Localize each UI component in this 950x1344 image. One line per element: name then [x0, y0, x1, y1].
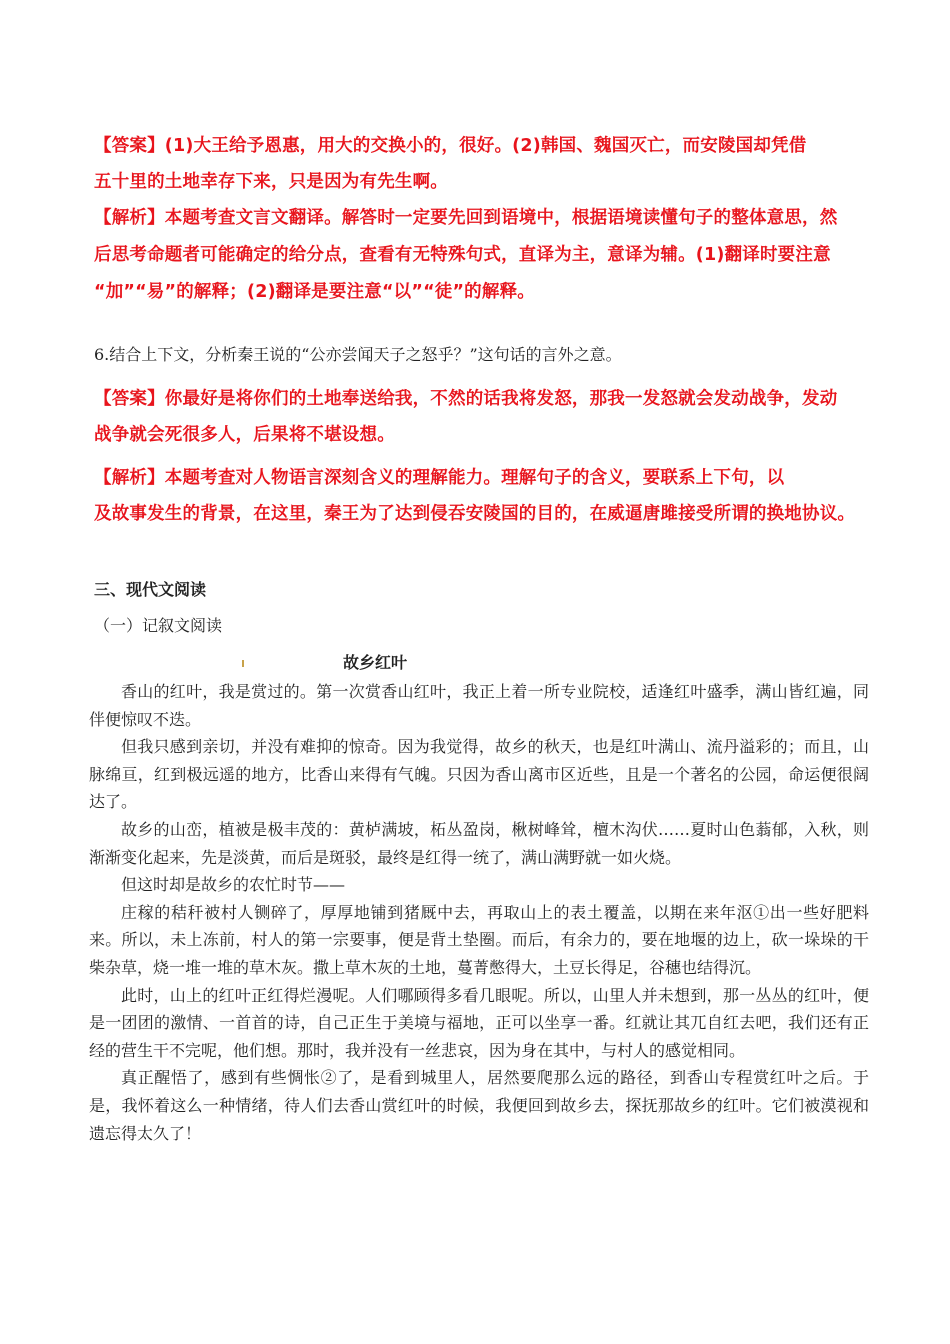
- essay-paragraph: 香山的红叶，我是赏过的。第一次赏香山红叶，我正上着一所专业院校，适逢红叶盛季，满山皆红遍，同伴便惊叹不迭。: [89, 682, 869, 729]
- essay-paragraph: 但我只感到亲切，并没有难抑的惊奇。因为我觉得，故乡的秋天，也是红叶满山、流丹溢彩的；而且，山脉绵亘，红到极远遥的地方，比香山来得有气魄。只因为香山离市区近些，且是一个著名的公园，命运便很阔达了。: [89, 737, 869, 812]
- essay-body: [89, 678, 869, 1147]
- answer-6: [94, 381, 884, 453]
- analysis-6: [94, 460, 884, 532]
- analysis-5-line: 【解析】本题考查文言文翻译。解答时一定要先回到语境中，根据语境读懂句子的整体意思，然: [94, 208, 838, 228]
- analysis-6-line: 及故事发生的背景，在这里，秦王为了达到侵吞安陵国的目的，在威逼唐雎接受所谓的换地协议。: [94, 504, 856, 524]
- essay-paragraph: 真正醒悟了，感到有些惆怅②了，是看到城里人，居然要爬那么远的路径，到香山专程赏红叶之后。于是，我怀着这么一种情绪，待人们去香山赏红叶的时候，我便回到故乡去，探抚那故乡的红叶。它们被漠视和遗忘得太久了！: [89, 1068, 869, 1143]
- essay-paragraph: 但这时却是故乡的农忙时节——: [121, 875, 346, 895]
- question-6: 6.结合上下文，分析秦王说的“公亦尝闻天子之怒乎？”这句话的言外之意。: [94, 345, 622, 364]
- essay-title: 故乡红叶: [343, 653, 408, 672]
- answer-5: [94, 128, 884, 200]
- essay-paragraph: 故乡的山峦，植被是极丰茂的：黄栌满坡，柘丛盈岗，楸树峰耸，檀木沟伏……夏时山色蓊郁，入秋，则渐渐变化起来，先是淡黄，而后是斑驳，最终是红得一统了，满山满野就一如火烧。: [89, 819, 869, 867]
- answer-6-line: 战争就会死很多人，后果将不堪设想。: [94, 425, 395, 445]
- answer-5-line: 【答案】(1)大王给予恩惠，用大的交换小的，很好。(2)韩国、魏国灭亡，而安陵国却凭借: [94, 136, 807, 156]
- answer-6-line: 【答案】你最好是将你们的土地奉送给我，不然的话我将发怒，那我一发怒就会发动战争，发动: [94, 389, 838, 409]
- analysis-5: [94, 200, 884, 311]
- subsection-heading: （一）记叙文阅读: [94, 616, 223, 635]
- stray-mark: [242, 660, 244, 667]
- essay-paragraph: 庄稼的秸秆被村人铡碎了，厚厚地铺到猪厩中去，再取山上的表土覆盖，以期在来年沤①出一些好肥料来。所以，未上冻前，村人的第一宗要事，便是背土垫圈。而后，有余力的，要在地堰的边上，砍一垛垛的干柴杂草，烧一堆一堆的草木灰。撒上草木灰的土地，蔓菁憋得大，土豆长得足，谷穗也结得沉。: [89, 902, 869, 977]
- section-heading: 三、现代文阅读: [94, 580, 207, 599]
- essay-paragraph: 此时，山上的红叶正红得烂漫呢。人们哪顾得多看几眼呢。所以，山里人并未想到，那一丛丛的红叶，便是一团团的激情、一首首的诗，自己正生于美境与福地，正可以坐享一番。红就让其兀自红去吧，我们还有正经的营生干不完呢，他们想。那时，我并没有一丝悲哀，因为身在其中，与村人的感觉相同。: [89, 985, 869, 1060]
- answer-5-line: 五十里的土地幸存下来，只是因为有先生啊。: [94, 172, 448, 192]
- analysis-5-line: “加”“易”的解释；(2)翻译是要注意“以”“徒”的解释。: [94, 282, 535, 302]
- analysis-6-line: 【解析】本题考查对人物语言深刻含义的理解能力。理解句子的含义，要联系上下句，以: [94, 468, 785, 488]
- analysis-5-line: 后思考命题者可能确定的给分点，查看有无特殊句式，直译为主，意译为辅。(1)翻译时要注意: [94, 245, 831, 265]
